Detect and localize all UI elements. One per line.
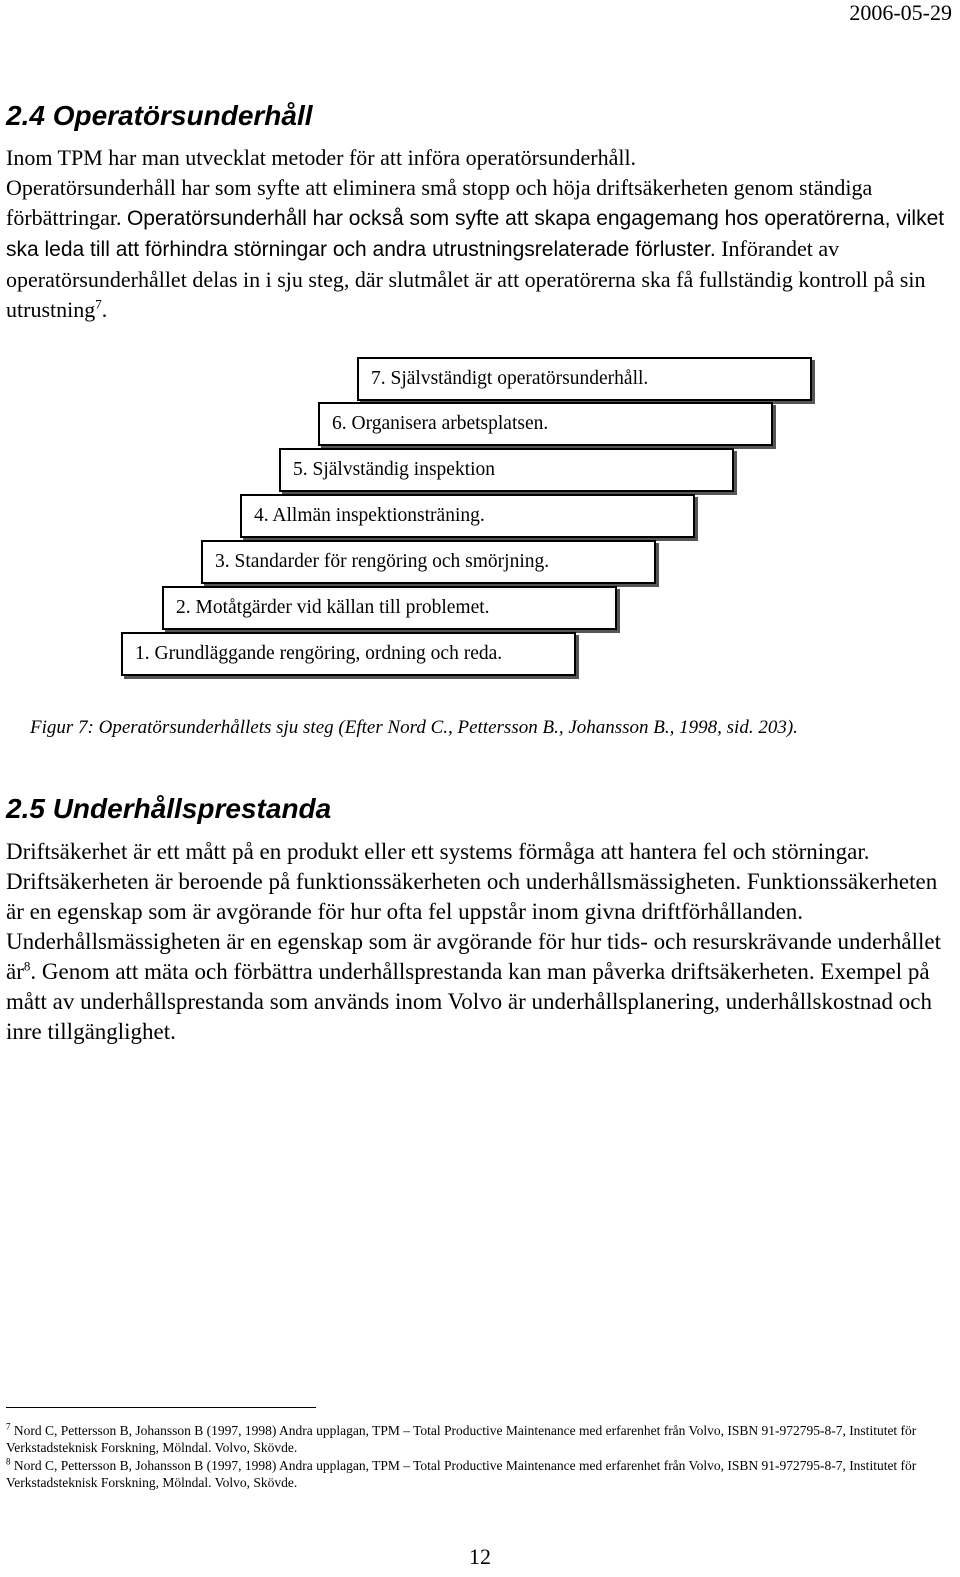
paragraph-text: Driftsäkerhet är ett mått på en produkt eller ett systems förmåga att hantera fel och störningar. Driftsäkerheten är beroende på funktionssäkerheten och underhållsmässigheten. Funktionssäkerheten är en egenskap som är avgörande för hur ofta fel uppstår inom givna driftförhållanden. Underhållsmässigheten är en egenskap som är avgörande för hur tids- och resurskrävande underhållet är [6,839,942,984]
section-heading-2-4: 2.4 Operatörsunderhåll [6,100,313,131]
sentence: Operatörsunderhåll har också som syfte att skapa engagemang hos operatörerna, vilket ska leda till att förhindra störningar och andra utrustningsrelaterade förluster. [6,207,945,261]
footnote-ref-7[interactable]: 7 [95,296,102,312]
page-number: 12 [469,1544,491,1569]
step-4: 4. Allmän inspektionsträning. [240,494,695,538]
step-6: 6. Organisera arbetsplatsen. [318,402,773,446]
footnote-number: 7 [6,1421,11,1432]
footnote-7 [6,1422,954,1456]
sentence: Operatörsunderhåll har som syfte att eliminera små stopp och höja driftsäkerheten genom ständiga förbättringar. [6,175,873,230]
step-5: 5. Självständig inspektion [279,448,734,492]
step-2: 2. Motåtgärder vid källan till problemet. [162,586,617,630]
section-2-4-body [6,143,954,325]
footnote-number: 8 [6,1456,11,1467]
step-7: 7. Självständigt operatörsunderhåll. [357,357,812,401]
step-1: 1. Grundläggande rengöring, ordning och reda. [121,632,576,676]
section-heading-2-5: 2.5 Underhållsprestanda [6,793,332,824]
step-3: 3. Standarder för rengöring och smörjning. [201,540,656,584]
paragraph [6,173,954,325]
footnote-8 [6,1457,954,1491]
footnote-separator [6,1407,316,1408]
figure-caption: Figur 7: Operatörsunderhållets sju steg (Efter Nord C., Pettersson B., Johansson B., 1998, sid. 203). [30,717,798,738]
paragraph-text: . Genom att mäta och förbättra underhållsprestanda kan man påverka driftsäkerheten. Exempel på mått av underhållsprestanda som används inom Volvo är underhållsplanering, underhållskostnad och inre tillgänglighet. [6,959,932,1044]
sentence: Införandet av operatörsunderhållet delas in i sju steg, där slutmålet är att operatörerna ska få fullständig kontroll på sin utrustning [6,236,926,322]
header-date: 2006-05-29 [849,0,952,25]
footnote-ref-8[interactable]: 8 [23,958,31,974]
footnote-text: Nord C, Pettersson B, Johansson B (1997, 1998) Andra upplagan, TPM – Total Productive Maintenance med erfarenhet från Volvo, ISBN 91-972795-8-7, Institutet för Verkstadsteknisk Forskning, Mölndal. Volvo, Skövde. [6,1458,917,1490]
section-2-5-body [6,837,954,1047]
footnote-text: Nord C, Pettersson B, Johansson B (1997, 1998) Andra upplagan, TPM – Total Productive Maintenance med erfarenhet från Volvo, ISBN 91-972795-8-7, Institutet för Verkstadsteknisk Forskning, Mölndal. Volvo, Skövde. [6,1423,917,1455]
paragraph-line: Inom TPM har man utvecklat metoder för att införa operatörsunderhåll. [6,145,637,170]
period: . [101,297,108,322]
